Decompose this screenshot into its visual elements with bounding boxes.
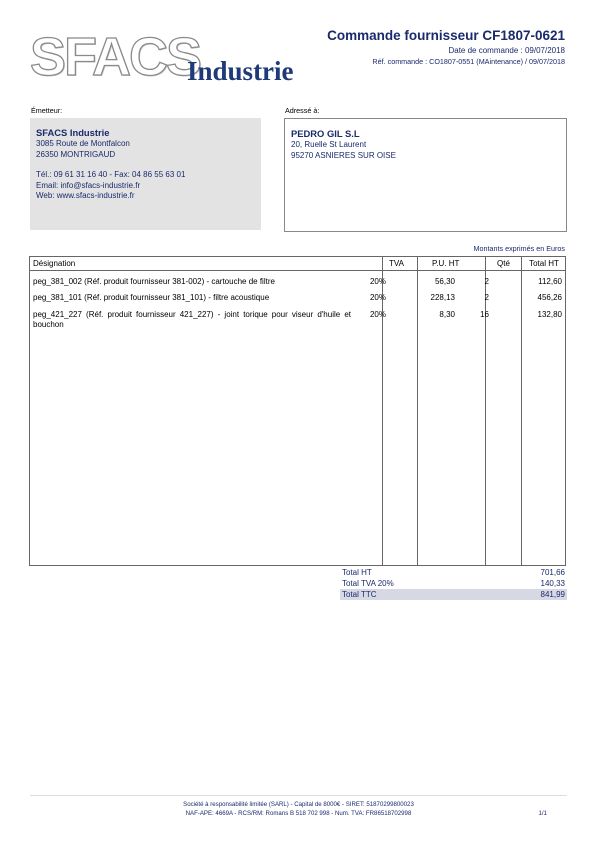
logo-suffix-text: Industrie — [187, 56, 294, 86]
document-title: Commande fournisseur CF1807-0621 — [327, 28, 565, 43]
column-divider — [521, 257, 522, 565]
logo-brand-text: SFACS — [30, 27, 201, 87]
column-divider — [382, 257, 383, 565]
column-divider — [485, 257, 486, 565]
emitter-address-line-2: 26350 MONTRIGAUD — [36, 149, 116, 159]
total-ht-label: Total HT — [342, 568, 372, 577]
emitter-box — [30, 118, 261, 230]
cell-unit-price: 228,13 — [430, 293, 455, 302]
recipient-name: PEDRO GIL S.L — [291, 128, 360, 139]
order-date: Date de commande : 09/07/2018 — [448, 46, 565, 55]
total-ttc-row — [340, 589, 567, 600]
header-quantity: Qté — [497, 259, 510, 268]
recipient-address-line-1: 20, Ruelle St Laurent — [291, 140, 367, 149]
header-total: Total HT — [529, 259, 559, 268]
order-reference: Réf. commande : CO1807-0551 (MAintenance) / 09/07/2018 — [372, 57, 565, 66]
cell-tva: 20% — [369, 310, 386, 319]
total-ht-row — [340, 567, 567, 578]
cell-tva: 20% — [369, 277, 386, 286]
header-unit-price: P.U. HT — [432, 259, 460, 268]
cell-quantity: 2 — [484, 277, 489, 286]
order-lines-table — [29, 256, 566, 566]
recipient-label: Adressé à: — [285, 106, 320, 115]
page-footer — [30, 795, 567, 818]
totals-block — [340, 567, 567, 600]
emitter-label: Émetteur: — [31, 106, 63, 115]
cell-designation: peg_381_101 (Réf. produit fournisseur 381_101) - filtre acoustique — [33, 293, 270, 302]
column-divider — [417, 257, 418, 565]
currency-note: Montants exprimés en Euros — [473, 244, 565, 253]
total-ttc-label: Total TTC — [342, 590, 377, 599]
total-ht-value: 701,66 — [540, 568, 565, 577]
footer-legal-line-2: NAF-APE: 4669A - RCS/RM: Romans B 518 702 998 - Num. TVA: FR86518702998 — [185, 810, 412, 817]
emitter-email: Email: info@sfacs-industrie.fr — [36, 180, 141, 190]
table-header — [30, 257, 565, 271]
header-tva: TVA — [389, 259, 404, 268]
total-tva-label: Total TVA 20% — [342, 579, 394, 588]
cell-total: 112,60 — [538, 277, 562, 286]
cell-total: 132,80 — [537, 310, 562, 319]
page-number: 1/1 — [538, 810, 547, 817]
emitter-address-line-1: 3085 Route de Montfalcon — [36, 139, 130, 148]
cell-tva: 20% — [369, 293, 386, 302]
total-tva-row — [340, 578, 567, 589]
cell-quantity: 16 — [480, 310, 489, 319]
cell-unit-price: 8,30 — [439, 310, 455, 319]
total-tva-value: 140,33 — [540, 579, 565, 588]
cell-designation: peg_421_227 (Réf. produit fournisseur 421_227) - joint torique pour viseur d'huile et bouchon — [33, 310, 351, 329]
document-header — [327, 28, 565, 67]
company-logo — [30, 27, 320, 90]
cell-quantity: 2 — [484, 293, 489, 302]
cell-total: 456,26 — [537, 293, 562, 302]
cell-unit-price: 56,30 — [434, 277, 455, 286]
recipient-box — [284, 118, 567, 232]
total-ttc-value: 841,99 — [540, 590, 565, 599]
emitter-web: Web: www.sfacs-industrie.fr — [36, 191, 135, 200]
emitter-name: SFACS Industrie — [36, 127, 110, 138]
emitter-phone: Tél.: 09 61 31 16 40 - Fax: 04 86 55 63 01 — [36, 170, 186, 179]
footer-legal-line-1: Société à responsabilité limitée (SARL) - Capital de 8000€ - SIRET: 51870299800023 — [183, 801, 414, 808]
cell-designation: peg_381_002 (Réf. produit fournisseur 381-002) - cartouche de filtre — [33, 277, 275, 286]
recipient-address-line-2: 95270 ASNIERES SUR OISE — [291, 150, 396, 160]
header-designation: Désignation — [33, 259, 76, 268]
